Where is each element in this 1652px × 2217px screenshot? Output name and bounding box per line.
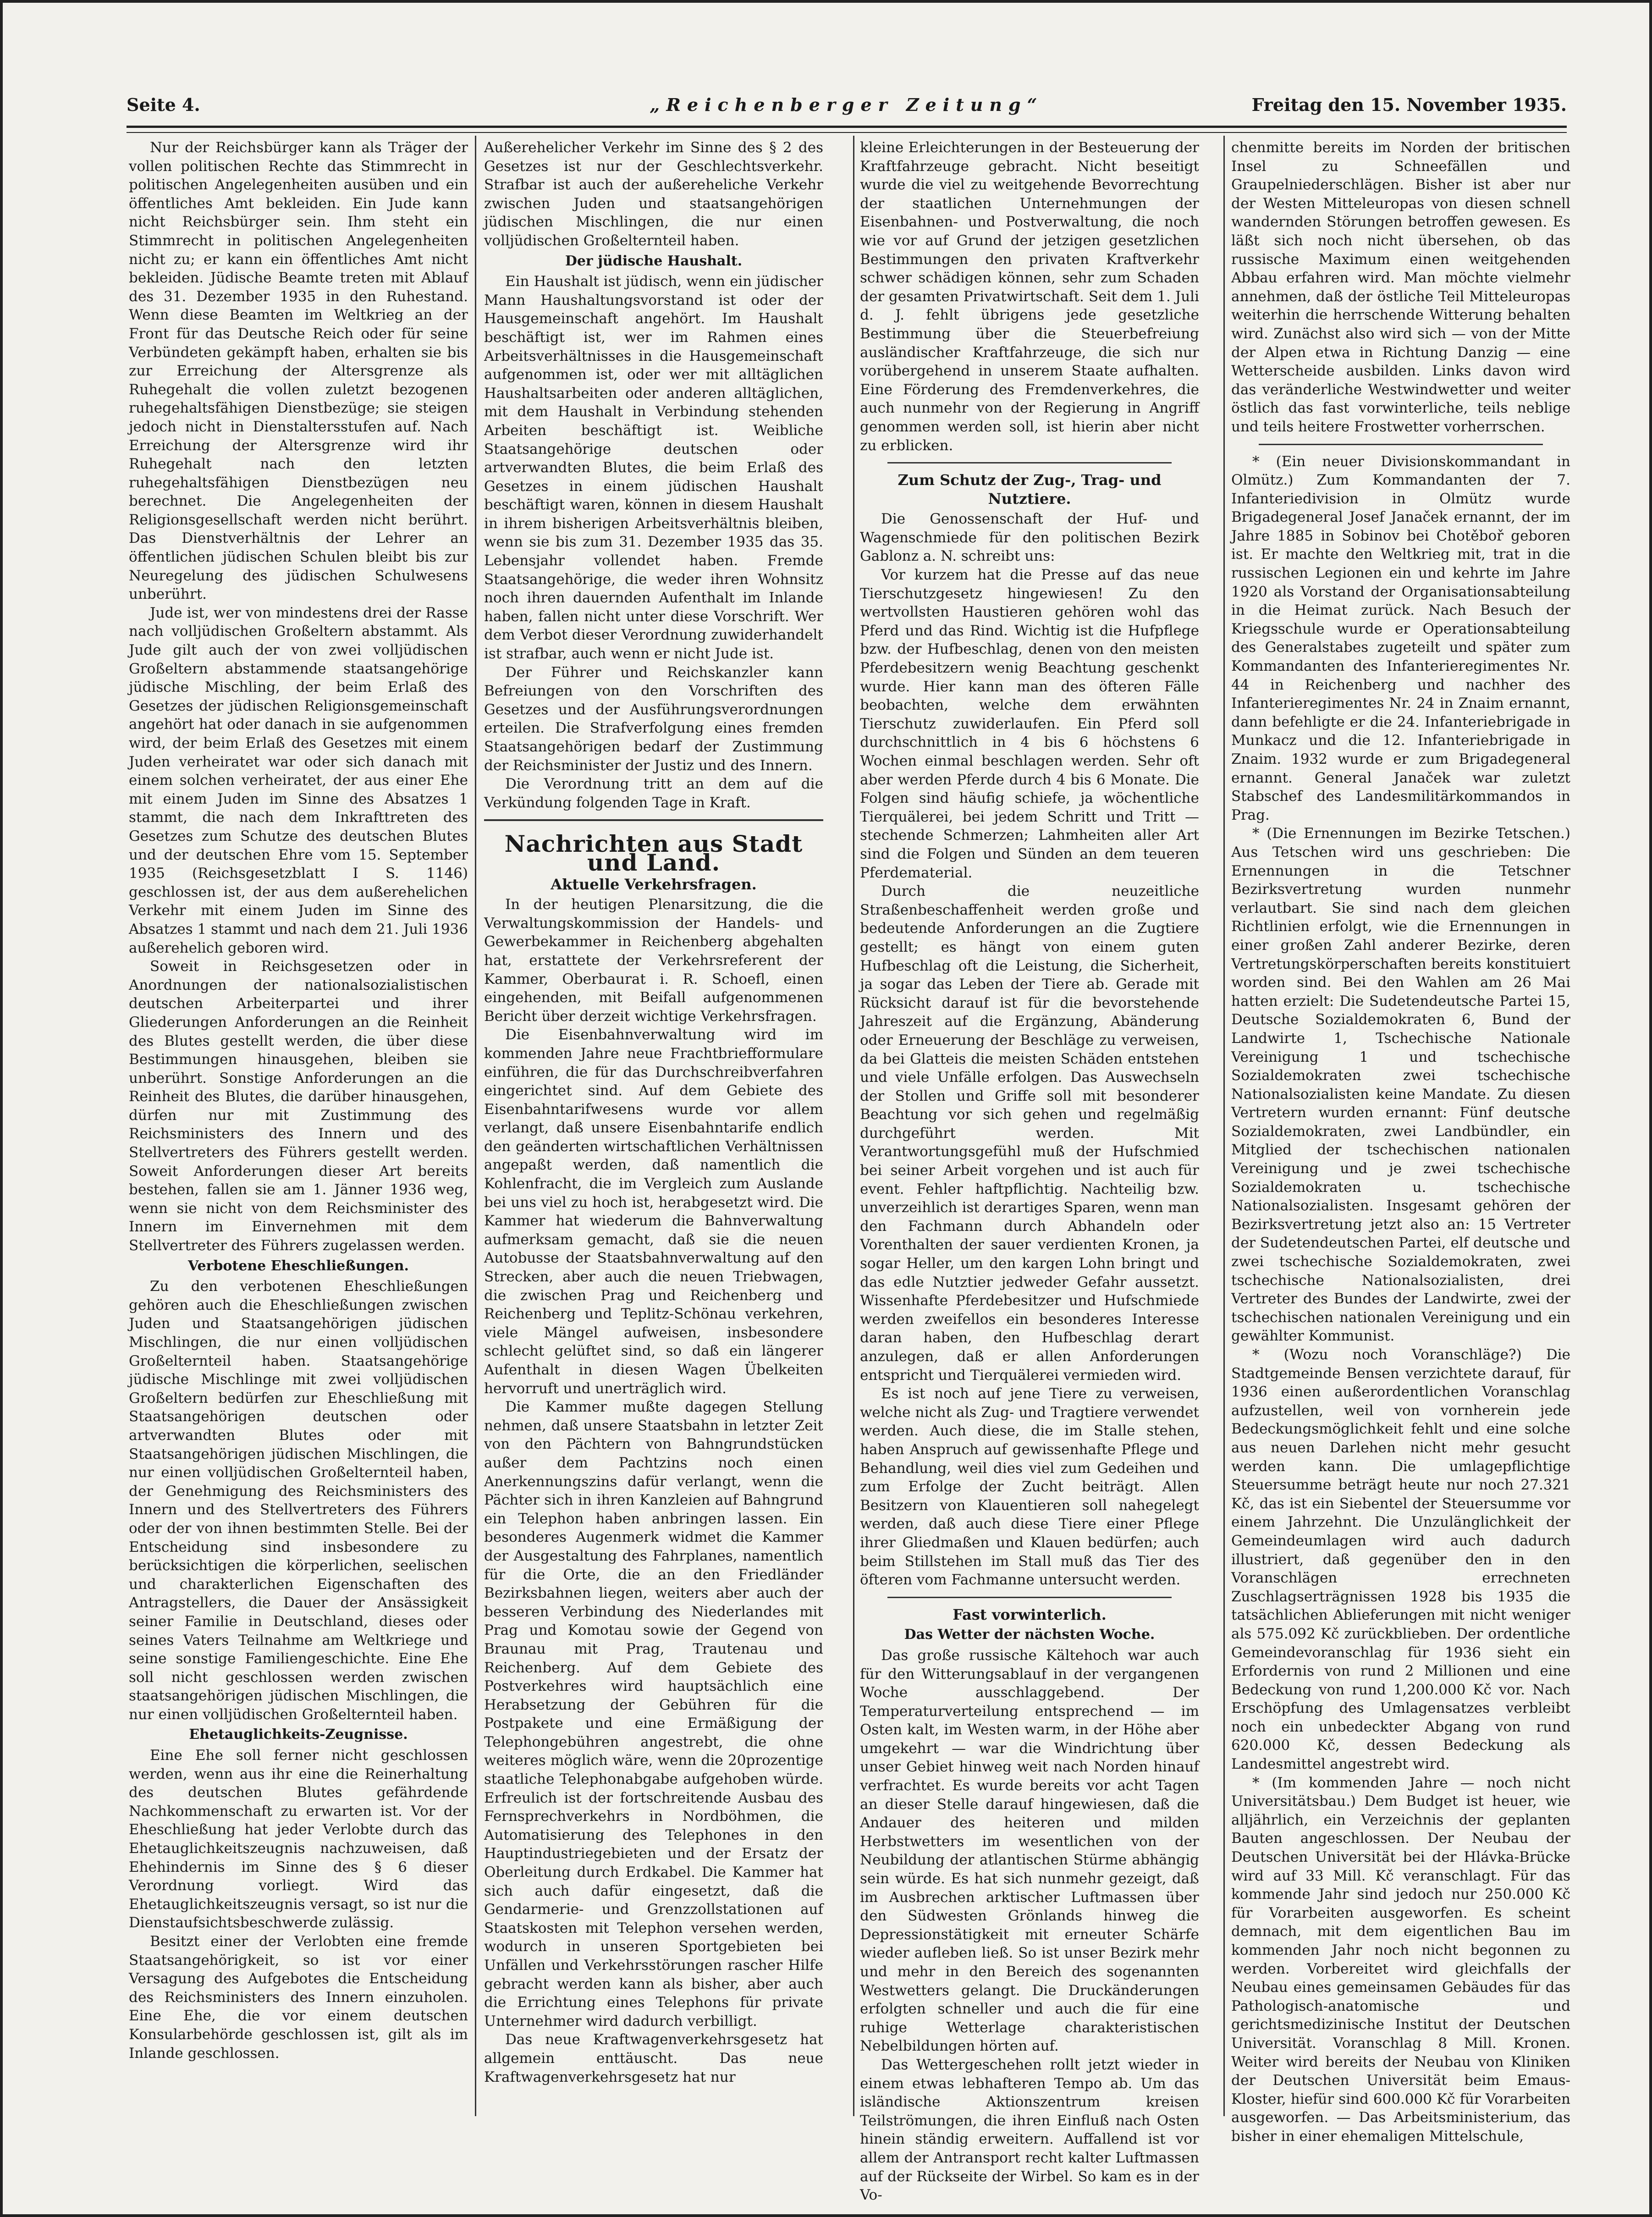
section-rule xyxy=(887,1597,1172,1598)
article-paragraph: Das Wettergeschehen rollt jetzt wieder in einem etwas lebhafteren Tempo ab. Um das isländische Aktionszentrum kreisen Teilströmungen, die ihren Einfluß nach Osten hinein ständig erweitern. Auffallend ist vor allem der Antransport recht kalter Luftmassen auf der Rückseite der Wirbel. So kam es in der Vo- xyxy=(860,2056,1199,2204)
masthead-rule xyxy=(127,126,1567,128)
section-rule xyxy=(1259,444,1543,445)
news-item: * (Wozu noch Voranschläge?) Die Stadtgemeinde Bensen verzichtete darauf, für 1936 einen außerordentlichen Voranschlag aufzustellen, weil von vornherein jede Bedeckungsmöglichkeit fehlt und eine solche aus neuen Darlehen nicht mehr gesucht werden kann. Die umlagepflichtige Steuersumme beträgt heute nur noch 27.321 Kč, das ist ein Siebentel der Steuersumme vor einem Jahrzehnt. Die Unzulänglichkeit der Gemeindeumlagen wird auch dadurch illustriert, daß gegenüber den in den Voranschlägen errechneten Zuschlagserträgnissen 1928 bis 1935 die tatsächlichen Ablieferungen mit nicht weniger als 575.092 Kč zurückblieben. Der ordentliche Gemeindevoranschlag für 1936 sieht ein Erfordernis von rund 2 Millionen und eine Bedeckung von rund 1,200.000 Kč vor. Nach Erschöpfung des Umlagensatzes verbleibt noch ein unbedeckter Abgang von rund 620.000 Kč, dessen Bedeckung als Landesmittel angestrebt wird. xyxy=(1231,1346,1570,1773)
article-paragraph: Besitzt einer der Verlobten eine fremde Staatsangehörigkeit, so ist vor einer Versagung des Aufgebotes die Entscheidung des Reichsministers des Innern einzuholen. Eine Ehe, die vor einem deutschen Konsularbehörde geschlossen ist, gilt als im Inlande geschlossen. xyxy=(129,1933,468,2062)
article-headline: Zum Schutz der Zug-, Trag- und Nutztiere. xyxy=(898,471,1162,507)
article-paragraph: Durch die neuzeitliche Straßenbeschaffenheit werden große und bedeutende Anforderungen an die Zugtiere gestellt; es hängt von einem guten Hufbeschlag oft die Leistung, die Sicherheit, ja sogar das Leben der Tiere ab. Gerade mit Rücksicht darauf ist für die bevorstehende Jahreszeit auf die Ergänzung, Abänderung oder Erneuerung der Beschläge zu verweisen, da bei Glatteis die meisten Schäden entstehen und viele Unfälle erfolgen. Das Auswechseln der Stollen und Griffe soll mit besonderer Beachtung vor sich gehen und regelmäßig durchgeführt werden. Mit Verantwortungsgefühl muß der Hufschmied bei seiner Arbeit vorgehen und ist auch für event. Fehler haftpflichtig. Nachteilig bzw. unverzeihlich ist derartiges Sparen, wenn man den Fachmann durch Abhandeln oder Vorenthalten der sauer verdienten Kronen, ja sogar Heller, um den kargen Lohn bringt und das edle Nutztier jedweder Gefahr aussetzt. Wissenhafte Pferdebesitzer und Hufschmiede werden zweifellos ein besonderes Interesse daran haben, den Hufbeschlag derart anzulegen, daß er allen Anforderungen entspricht und Tierquälerei vermieden wird. xyxy=(860,883,1199,1384)
article-paragraph: Jude ist, wer von mindestens drei der Rasse nach volljüdischen Großeltern abstammt. Als Jude gilt auch der von zwei volljüdischen Großeltern abstammende staatsangehörige jüdische Mischling, der beim Erlaß des Gesetzes der jüdischen Religionsgemeinschaft angehört hat oder danach in sie aufgenommen wird, der beim Erlaß des Gesetzes mit einem Juden verheiratet war oder sich danach mit einem solchen verheiratet, der aus einer Ehe mit einem Juden im Sinne des Absatzes 1 stammt, die nach dem Inkrafttreten des Gesetzes zum Schutze des deutschen Blutes und der deutschen Ehre vom 15. September 1935 (Reichsgesetzblatt I S. 1146) geschlossen ist, der aus dem außerehelichen Verkehr mit einem Juden im Sinne des Absatzes 1 stammt und nach dem 21. Juli 1936 außerehelich geboren wird. xyxy=(129,604,468,956)
news-item: * (Die Ernennungen im Bezirke Tetschen.) Aus Tetschen wird uns geschrieben: Die Ernennungen in die Tetschner Bezirksvertretung wurden nunmehr verlautbart. Sie sind nach dem gleichen Richtlinien erfolgt, wie die Ernennungen in einer großen Zahl anderer Bezirke, deren Vertretungskörperschaften bereits konstituiert worden sind. Bei den Wahlen am 26 Mai hatten erzielt: Die Sudetendeutsche Partei 15, Deutsche Sozialdemokraten 6, Bund der Landwirte 1, Tschechische Nationale Vereinigung 1 und tschechische Sozialdemokraten zwei tschechische Nationalsozialisten keine Mandate. Zu diesen Vertretern wurden ernannt: Fünf deutsche Sozialdemokraten, zwei Landbündler, ein Mitglied der tschechischen nationalen Vereinigung und je zwei tschechische Sozialdemokraten u. tschechische Nationalsozialisten. Insgesamt gehören der Bezirksvertretung jetzt also an: 15 Vertreter der Sudetendeutschen Partei, elf deutsche und zwei tschechische Sozialdemokraten, zwei tschechische Nationalsozialisten, drei Vertreter des Bundes der Landwirte, zwei der tschechischen nationalen Vereinigung und ein gewählter Kommunist. xyxy=(1231,825,1570,1345)
column-1 xyxy=(129,138,468,2114)
article-paragraph: kleine Erleichterungen in der Besteuerung der Kraftfahrzeuge gebracht. Nicht beseitigt wurde die viel zu weitgehende Bevorrechtung der staatlichen Unternehmungen der Eisenbahnen- und Postverwaltung, die noch wie vor auf Grund der jetzigen gesetzlichen Bestimmungen den privaten Kraftverkehr schwer schädigen können, sehr zum Schaden der gesamten Privatwirtschaft. Seit dem 1. Juli d. J. fehlt übrigens jede gesetzliche Bestimmung über die Steuerbefreiung ausländischer Kraftfahrzeuge, die sich nur vorübergehend in unserem Staate aufhalten. Eine Förderung des Fremdenverkehres, die auch nunmehr von der Regierung in Angriff genommen werden soll, ist hierin aber nicht zu erblicken. xyxy=(860,139,1199,454)
news-item: * (Im kommenden Jahre — noch nicht Universitätsbau.) Dem Budget ist heuer, wie alljährlich, ein Verzeichnis der geplanten Bauten angeschlossen. Der Neubau der Deutschen Universität bei der Hlávka-Brücke wird auf 33 Mill. Kč veranschlagt. Für das kommende Jahr sind jedoch nur 250.000 Kč für Vorarbeiten ausgeworfen. Es scheint demnach, mit dem eigentlichen Bau im kommenden Jahr noch nicht begonnen zu werden. Vorbereitet wird gleichfalls der Neubau eines gemeinsamen Gebäudes für das Pathologisch-anatomische und gerichtsmedizinische Institut der Deutschen Universität. Voranschlag 8 Mill. Kronen. Weiter wird bereits der Neubau von Kliniken der Deutschen Universität beim Emaus-Kloster, hiefür sind 600.000 Kč für Vorarbeiten ausgeworfen. — Das Arbeitsministerium, das bisher in einer ehemaligen Mittelschule, xyxy=(1231,1774,1570,2145)
column-divider xyxy=(475,136,476,2116)
article-paragraph: Es ist noch auf jene Tiere zu verweisen, welche nicht als Zug- und Tragtiere verwendet werden. Auch diese, die im Stalle stehen, haben Anspruch auf gewissenhafte Pflege und Behandlung, weil dies viel zum Gedeihen und zum Erfolge der Zucht beiträgt. Allen Besitzern von Klauentieren soll nahegelegt werden, daß auch diese Tiere einer Pflege ihrer Gliedmaßen und Klauen bedürfen; auch beim Stillstehen im Stall muß das Tier des öfteren vom Fachmanne untersucht werden. xyxy=(860,1385,1199,1588)
column-2 xyxy=(484,138,823,2114)
article-headline: Fast vorwinterlich. xyxy=(953,1605,1107,1623)
article-paragraph: Die Verordnung tritt an dem auf die Verkündung folgenden Tage in Kraft. xyxy=(484,776,823,811)
newspaper-title: „Reichenberger Zeitung“ xyxy=(650,94,1044,115)
article-paragraph: Außerehelicher Verkehr im Sinne des § 2 des Gesetzes ist nur der Geschlechtsverkehr. Strafbar ist auch der außereheliche Verkehr zwischen Juden und staatsangehörigen jüdischen Mischlingen, die nur einen volljüdischen Großelternteil haben. xyxy=(484,139,823,249)
article-paragraph: Nur der Reichsbürger kann als Träger der vollen politischen Rechte das Stimmrecht in politischen Angelegenheiten ausüben und ein öffentliches Amt bekleiden. Ein Jude kann nicht Reichsbürger sein. Ihm steht ein Stimmrecht in politischen Angelegenheiten nicht zu; er kann ein öffentliches Amt nicht bekleiden. Jüdische Beamte treten mit Ablauf des 31. Dezember 1935 in den Ruhestand. Wenn diese Beamten im Weltkrieg an der Front für das Deutsche Reich oder für seine Verbündeten gekämpft haben, erhalten sie bis zur Erreichung der Altersgrenze als Ruhegehalt die vollen zuletzt bezogenen ruhegehaltsfähigen Dienstbezüge; sie steigen jedoch nicht in Dienstaltersstufen auf. Nach Erreichung der Altersgrenze wird ihr Ruhegehalt nach den letzten ruhegehaltsfähigen Dienstbezügen neu berechnet. Die Angelegenheiten der Religionsgesellschaft werden nicht berührt. Das Dienstverhältnis der Lehrer an öffentlichen jüdischen Schulen bleibt bis zur Neuregelung des jüdischen Schulwesens unberührt. xyxy=(129,139,468,603)
article-paragraph: Ein Haushalt ist jüdisch, wenn ein jüdischer Mann Haushaltungsvorstand ist oder der Hausgemeinschaft angehört. Im Haushalt beschäftigt ist, wer im Rahmen eines Arbeitsverhältnisses in die Hausgemeinschaft aufgenommen ist, oder wer mit alltäglichen Haushaltsarbeiten oder anderen alltäglichen, mit dem Haushalt in Verbindung stehenden Arbeiten beschäftigt ist. Weibliche Staatsangehörige deutschen oder artverwandten Blutes, die beim Erlaß des Gesetzes in einem jüdischen Haushalt beschäftigt waren, können in diesem Haushalt in ihrem bisherigen Arbeitsverhältnis bleiben, wenn sie bis zum 31. Dezember 1935 das 35. Lebensjahr vollendet haben. Fremde Staatsangehörige, die weder ihren Wohnsitz noch ihren dauernden Aufenthalt im Inlande haben, fallen nicht unter diese Vorschrift. Wer dem Verbot dieser Verordnung zuwiderhandelt ist strafbar, auch wenn er nicht Jude ist. xyxy=(484,273,823,662)
article-paragraph: Die Kammer mußte dagegen Stellung nehmen, daß unsere Staatsbahn in letzter Zeit von den Pächtern von Bahngrundstücken außer dem Pachtzins noch einen Anerkennungszins dafür verlangt, wenn die Pächter sich in ihren Kanzleien auf Bahngrund ein Telephon haben anbringen lassen. Ein besonderes Augenmerk widmet die Kammer der Ausgestaltung des Fahrplanes, namentlich für die Orte, die an den Friedländer Bezirksbahnen liegen, weiters aber auch der besseren Verbindung des Niederlandes mit Prag und Komotau sowie der Gegend von Braunau mit Prag, Trautenau und Reichenberg. Auf dem Gebiete des Postverkehres wird hauptsächlich eine Herabsetzung der Gebühren für die Postpakete und eine Ermäßigung der Telephongebühren angestrebt, die ohne weiteres möglich wäre, wenn die 20prozentige staatliche Telephonabgabe aufgehoben würde. Erfreulich ist der fortschreitende Ausbau des Fernsprechverkehrs in Nordböhmen, die Automatisierung des Telephones in den Hauptindustriegebieten und der Ersatz der Oberleitung durch Erdkabel. Die Kammer hat sich auch dafür eingesetzt, daß die Gendarmerie- und Grenzzollstationen auf Staatskosten mit Telephon versehen werden, wodurch in unseren Sportgebieten bei Unfällen und Verkehrsstörungen rascher Hilfe gebracht werden kann als bisher, aber auch die Errichtung eines Telephons für private Unternehmer wird dadurch verbilligt. xyxy=(484,1399,823,2029)
article-paragraph: In der heutigen Plenarsitzung, die die Verwaltungskommission der Handels- und Gewerbekammer in Reichenberg abgehalten hat, erstattete der Verkehrsreferent der Kammer, Oberbaurat i. R. Schoefl, einen eingehenden, mit Beifall aufgenommenen Bericht über derzeit wichtige Verkehrsfragen. xyxy=(484,896,823,1025)
article-paragraph: Zu den verbotenen Eheschließungen gehören auch die Eheschließungen zwischen Juden und Staatsangehörigen jüdischen Mischlingen, die nur einen volljüdischen Großelternteil haben. Staatsangehörige jüdische Mischlinge mit zwei volljüdischen Großeltern bedürfen zur Eheschließung mit Staatsangehörigen deutschen oder artverwandten Blutes oder mit Staatsangehörigen jüdischen Mischlingen, die nur einen volljüdischen Großelternteil haben, der Genehmigung des Reichsministers des Innern und des Stellvertreters des Führers oder der von ihnen bestimmten Stelle. Bei der Entscheidung sind insbesondere zu berücksichtigen die körperlichen, seelischen und charakterlichen Eigenschaften des Antragstellers, die Dauer der Ansässigkeit seiner Familie in Deutschland, dieses oder seines Vaters Teilnahme am Weltkriege und seine sonstige Familiengeschichte. Eine Ehe soll nicht geschlossen werden zwischen staatsangehörigen jüdischen Mischlingen, die nur einen volljüdischen Großelternteil haben. xyxy=(129,1278,468,1723)
column-divider xyxy=(853,136,854,2116)
section-subheading: Verbotene Eheschließungen. xyxy=(187,1257,409,1274)
article-paragraph: Der Führer und Reichskanzler kann Befreiungen von den Vorschriften des Gesetzes und der Ausführungsverordnungen erteilen. Die Strafverfolgung eines fremden Staatsangehörigen bedarf der Zustimmung der Reichsminister der Justiz und des Innern. xyxy=(484,664,823,774)
section-subheading: Ehetauglichkeits-Zeugnisse. xyxy=(189,1726,408,1743)
section-rule xyxy=(484,819,823,821)
section-heading: Nachrichten aus Stadt und Land. xyxy=(504,830,803,876)
section-subheading: Der jüdische Haushalt. xyxy=(565,253,743,269)
column-3 xyxy=(860,138,1199,2204)
masthead-rule-thin xyxy=(127,132,1567,133)
page-number: Seite 4. xyxy=(127,94,200,115)
issue-date: Freitag den 15. November 1935. xyxy=(1251,94,1567,115)
section-rule xyxy=(887,462,1172,463)
article-paragraph: Die Genossenschaft der Huf- und Wagenschmiede für den politischen Bezirk Gablonz a. N. schreibt uns: xyxy=(860,511,1199,565)
column-4 xyxy=(1231,138,1570,2145)
article-headline: Aktuelle Verkehrsfragen. xyxy=(551,875,757,893)
article-paragraph: Vor kurzem hat die Presse auf das neue Tierschutzgesetz hingewiesen! Zu den wertvollsten Haustieren gehören wohl das Pferd und das Rind. Wichtig ist die Hufpflege bzw. der Hufbeschlag, denen von den meisten Pferdebesitzern wenig Beachtung geschenkt wurde. Hier kann man des öfteren Fälle beobachten, welche dem erwähnten Tierschutz zuwiderlaufen. Ein Pferd soll durchschnittlich in 4 bis 6 höchstens 6 Wochen einmal beschlagen werden. Sehr oft aber werden Pferde durch 4 bis 6 Monate. Die Folgen sind häufig schiefe, ja wöchentliche Tierquälerei, bei jedem Schritt und Tritt — stechende Schmerzen; Lahmheiten aller Art sind die Folgen und Sünden an dem teueren Pferdematerial. xyxy=(860,567,1199,881)
news-item: * (Ein neuer Divisionskommandant in Olmütz.) Zum Kommandanten der 7. Infanteriedivision in Olmütz wurde Brigadegeneral Josef Janaček ernannt, der im Jahre 1885 in Sobinov bei Chotěboř geboren ist. Er machte den Weltkrieg mit, trat in die russischen Legionen ein und kehrte im Jahre 1920 als Vorstand der Organisationsabteilung in die Heimat zurück. Nach Besuch der Kriegsschule wurde er Operationsabteilung des Generalstabes zugeteilt und später zum Kommandanten des Infanterieregimentes Nr. 44 in Reichenberg und nachher des Infanterieregimentes Nr. 24 in Znaim ernannt, dann befehligte er die 24. Infanteriebrigade in Munkacz und die 12. Infanteriebrigade in Znaim. 1932 wurde er zum Brigadegeneral ernannt. General Janaček war zuletzt Stabschef des Landesmilitärkommandos in Prag. xyxy=(1231,453,1570,823)
masthead xyxy=(127,94,1567,122)
article-paragraph: Die Eisenbahnverwaltung wird im kommenden Jahre neue Frachtbriefformulare einführen, die für das Durchschreibverfahren eingerichtet sind. Auf dem Gebiete des Eisenbahntarifwesens wurde vor allem verlangt, daß unsere Eisenbahntarife endlich den geänderten wirtschaftlichen Verhältnissen angepaßt werden, daß namentlich die Kohlenfracht, die im Vergleich zum Auslande bei uns viel zu hoch ist, herabgesetzt wird. Die Kammer hat wiederum die Bahnverwaltung aufmerksam gemacht, daß sie die neuen Autobusse der Staatsbahnverwaltung auf den Strecken, aber auch die neuen Triebwagen, die zwischen Prag und Reichenberg und Reichenberg und Teplitz-Schönau verkehren, viele Mängel aufweisen, insbesondere schlecht gelüftet sind, so daß ein längerer Aufenthalt in diesen Wagen Übelkeiten hervorruft und unerträglich wird. xyxy=(484,1026,823,1397)
article-subheadline: Das Wetter der nächsten Woche. xyxy=(904,1627,1155,1643)
article-paragraph: Das große russische Kältehoch war auch für den Witterungsablauf in der vergangenen Woche ausschlaggebend. Der Temperaturverteilung entsprechend — im Osten kalt, im Westen warm, in der Höhe aber umgekehrt — war die Windrichtung über unser Gebiet hinweg weit nach Norden hinauf verfrachtet. Es wurde bereits vor acht Tagen an dieser Stelle darauf hingewiesen, daß die Andauer des heiteren und milden Herbstwetters im wesentlichen von der Neubildung der atlantischen Stürme abhängig sein würde. Es hat sich nunmehr gezeigt, daß im Ausbrechen arktischer Luftmassen über den Südwesten Grönlands hinweg die Depressionstätigkeit mit erneuter Schärfe wieder aufleben ließ. So ist unser Bezirk mehr und mehr in den Bereich des sogenannten Westwetters gelangt. Die Druckänderungen erfolgten schneller und auch die für eine ruhige Wetterlage charakteristischen Nebelbildungen hörten auf. xyxy=(860,1647,1199,2055)
article-paragraph: Soweit in Reichsgesetzen oder in Anordnungen der nationalsozialistischen deutschen Arbeiterpartei und ihrer Gliederungen Anforderungen an die Reinheit des Blutes gestellt werden, die über diese Bestimmungen hinausgehen, bleiben sie unberührt. Sonstige Anforderungen an die Reinheit des Blutes, die darüber hinausgehen, dürfen nur mit Zustimmung des Reichsministers des Innern und des Stellvertreters des Führers gestellt werden. Soweit Anforderungen dieser Art bereits bestehen, fallen sie am 1. Jänner 1936 weg, wenn sie nicht von dem Reichsminister des Innern im Einvernehmen mit dem Stellvertreter des Führers zugelassen werden. xyxy=(129,958,468,1254)
article-paragraph: Eine Ehe soll ferner nicht geschlossen werden, wenn aus ihr eine die Reinerhaltung des deutschen Blutes gefährdende Nachkommenschaft zu erwarten ist. Vor der Eheschließung hat jeder Verlobte durch das Ehetauglichkeitszeugnis nachzuweisen, daß Ehehindernis im Sinne des § 6 dieser Verordnung vorliegt. Wird das Ehetauglichkeitszeugnis versagt, so ist nur die Dienstaufsichtsbeschwerde zulässig. xyxy=(129,1747,468,1931)
column-divider xyxy=(1223,136,1225,2116)
article-paragraph: chenmitte bereits im Norden der britischen Insel zu Schneefällen und Graupelniederschlägen. Bisher ist aber nur der Westen Mitteleuropas von diesen schnell wandernden Störungen betroffen gewesen. Es läßt sich noch nicht übersehen, ob das russische Maximum einen weitgehenden Abbau erfahren wird. Man möchte vielmehr annehmen, daß der östliche Teil Mitteleuropas weiterhin die herrschende Witterung behalten wird. Zunächst also wird sich — von der Mitte der Alpen etwa in Richtung Danzig — eine Wetterscheide ausbilden. Links davon wird das veränderliche Westwindwetter und weiter östlich das fast vorwinterliche, teils neblige und teils heitere Frostwetter vorherrschen. xyxy=(1231,139,1570,435)
article-paragraph: Das neue Kraftwagenverkehrsgesetz hat allgemein enttäuscht. Das neue Kraftwagenverkehrsgesetz hat nur xyxy=(484,2031,823,2085)
